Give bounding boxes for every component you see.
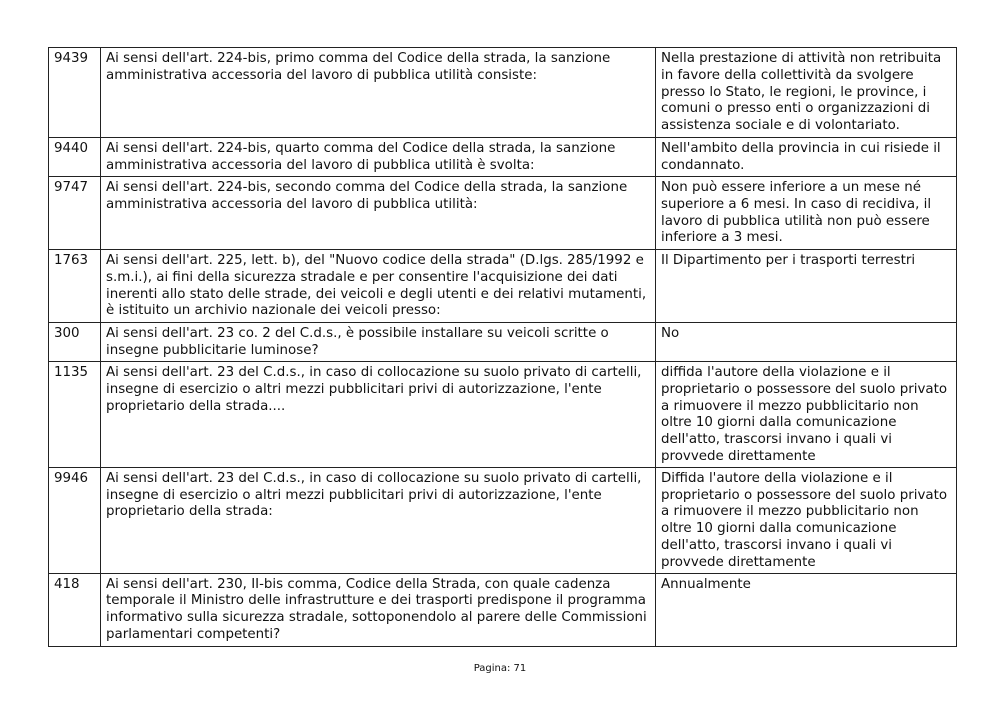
answer-text: Nella prestazione di attività non retribuita in favore della collettività da svolgere presso lo Stato, le regioni, le province, i comuni o presso enti o organizzazioni di assistenza sociale e di volontariato. <box>656 48 957 138</box>
answer-text: Diffida l'autore della violazione e il proprietario o possessore del suolo privato a rimuovere il mezzo pubblicitario non oltre 10 giorni dalla comunicazione dell'atto, trascorsi invano i quali vi provvede direttamente <box>656 467 957 573</box>
table-row <box>49 250 957 323</box>
question-text: Ai sensi dell'art. 23 del C.d.s., in caso di collocazione su suolo privato di cartelli, insegne di esercizio o altri mezzi pubblicitari privi di autorizzazione, l'ente proprietario della strada.... <box>101 362 656 468</box>
question-id: 9439 <box>49 48 101 138</box>
question-text: Ai sensi dell'art. 230, II-bis comma, Codice della Strada, con quale cadenza temporale il Ministro delle infrastrutture e dei trasporti predispone il programma informativo sulla sicurezza stradale, sottoponendolo al parere delle Commissioni parlamentari competenti? <box>101 573 656 646</box>
question-id: 1135 <box>49 362 101 468</box>
table-row <box>49 323 957 362</box>
table-row <box>49 362 957 468</box>
table-row <box>49 467 957 573</box>
answer-text: diffida l'autore della violazione e il proprietario o possessore del suolo privato a rimuovere il mezzo pubblicitario non oltre 10 giorni dalla comunicazione dell'atto, trascorsi invano i quali vi provvede direttamente <box>656 362 957 468</box>
table-row <box>49 573 957 646</box>
answer-text: Non può essere inferiore a un mese né superiore a 6 mesi. In caso di recidiva, il lavoro di pubblica utilità non può essere inferiore a 3 mesi. <box>656 177 957 250</box>
questions-table <box>48 47 957 647</box>
table-row <box>49 48 957 138</box>
question-id: 9946 <box>49 467 101 573</box>
page-number: Pagina: 71 <box>473 663 527 674</box>
question-text: Ai sensi dell'art. 224-bis, primo comma del Codice della strada, la sanzione amministrativa accessoria del lavoro di pubblica utilità consiste: <box>101 48 656 138</box>
table-row <box>49 177 957 250</box>
table-row <box>49 138 957 177</box>
question-id: 300 <box>49 323 101 362</box>
question-id: 418 <box>49 573 101 646</box>
answer-text: Il Dipartimento per i trasporti terrestri <box>656 250 957 323</box>
question-text: Ai sensi dell'art. 225, lett. b), del "Nuovo codice della strada" (D.lgs. 285/1992 e s.m.i.), ai fini della sicurezza stradale e per consentire l'acquisizione dei dati inerenti allo stato delle strade, dei veicoli e degli utenti e dei relativi mutamenti, è istituito un archivio nazionale dei veicoli presso: <box>101 250 656 323</box>
question-id: 9747 <box>49 177 101 250</box>
question-text: Ai sensi dell'art. 23 co. 2 del C.d.s., è possibile installare su veicoli scritte o insegne pubblicitarie luminose? <box>101 323 656 362</box>
answer-text: Annualmente <box>656 573 957 646</box>
question-id: 9440 <box>49 138 101 177</box>
question-text: Ai sensi dell'art. 224-bis, quarto comma del Codice della strada, la sanzione amministrativa accessoria del lavoro di pubblica utilità è svolta: <box>101 138 656 177</box>
question-text: Ai sensi dell'art. 23 del C.d.s., in caso di collocazione su suolo privato di cartelli, insegne di esercizio o altri mezzi pubblicitari privi di autorizzazione, l'ente proprietario della strada: <box>101 467 656 573</box>
question-text: Ai sensi dell'art. 224-bis, secondo comma del Codice della strada, la sanzione amministrativa accessoria del lavoro di pubblica utilità: <box>101 177 656 250</box>
answer-text: No <box>656 323 957 362</box>
question-id: 1763 <box>49 250 101 323</box>
answer-text: Nell'ambito della provincia in cui risiede il condannato. <box>656 138 957 177</box>
